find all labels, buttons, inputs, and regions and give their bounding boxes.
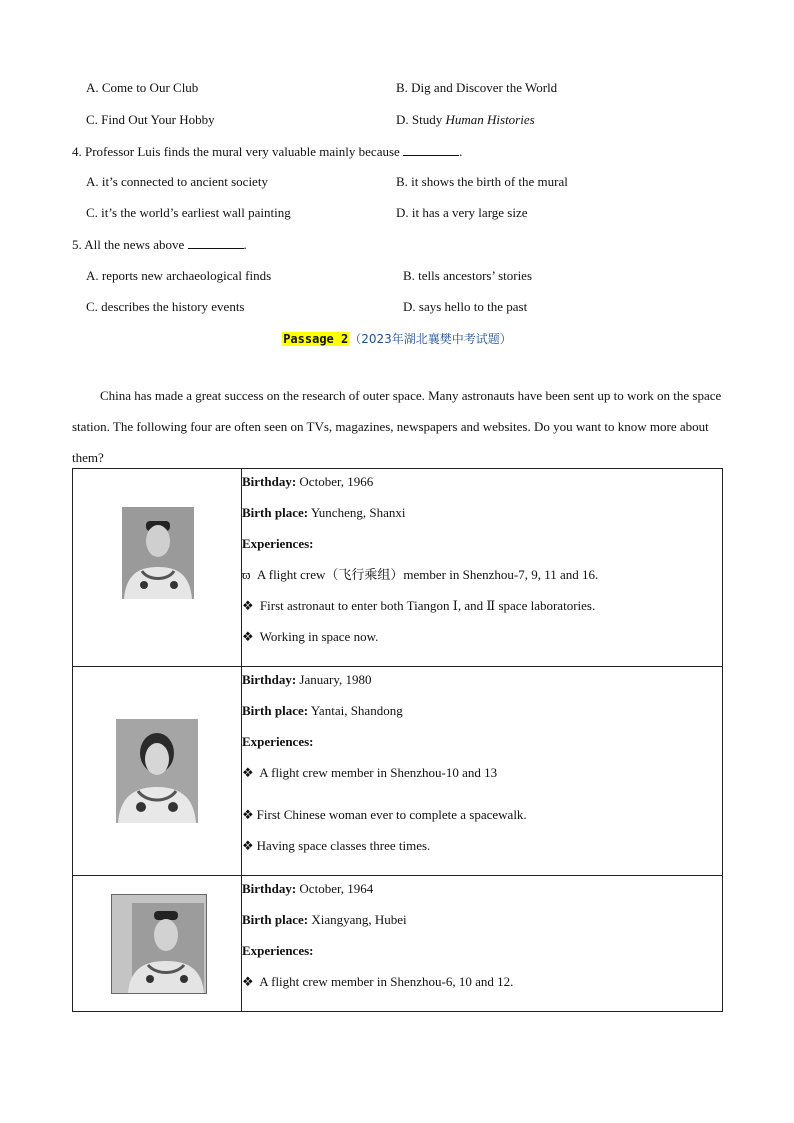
q5-option-b: B. tells ancestors’ stories (403, 268, 533, 283)
birthday-line (242, 667, 722, 698)
experiences-heading (242, 531, 722, 562)
q4-option-b: B. it shows the birth of the mural (396, 174, 568, 189)
birthday-label: Birthday: (242, 881, 297, 896)
astronaut-info-1 (242, 469, 723, 667)
q4-option-d: D. it has a very large size (396, 205, 528, 220)
experience-item (242, 562, 722, 593)
q4-blank (403, 143, 459, 156)
q5-option-d: D. says hello to the past (403, 299, 528, 314)
experience-text: Working in space now. (256, 629, 379, 644)
bullet-icon: ❖ (242, 974, 254, 989)
q4-stem-text: 4. Professor Luis finds the mural very valuable mainly because (72, 144, 400, 159)
experience-text: A flight crew member in Shenzhou-10 and 13 (256, 765, 498, 780)
q5-stem-text: 5. All the news above (72, 237, 185, 252)
q3-option-b: B. Dig and Discover the World (396, 80, 558, 95)
q5-options-row-1 (86, 268, 726, 286)
experiences-label: Experiences: (242, 943, 314, 958)
astronaut-table (72, 468, 723, 1012)
q5-options-row-2 (86, 299, 726, 317)
q5-option-c: C. describes the history events (86, 299, 245, 314)
experience-text: A flight crew（飞行乘组）member in Shenzhou-7, 9, 11 and 16. (253, 567, 599, 582)
q4-option-a: A. it’s connected to ancient society (86, 174, 268, 189)
astronaut-photo-2 (116, 719, 198, 823)
birthplace-value: Yantai, Shandong (308, 703, 403, 718)
experience-item (242, 624, 722, 655)
experiences-heading (242, 729, 722, 760)
astronaut-row-2 (73, 667, 723, 876)
birthday-line (242, 469, 722, 500)
q4-options-row-1 (86, 174, 726, 192)
astronaut-photo-cell-3 (73, 876, 242, 1012)
astronaut-info-2 (242, 667, 723, 876)
bullet-icon: ❖ (242, 598, 254, 613)
q4-option-c: C. it’s the world’s earliest wall painting (86, 205, 291, 220)
experience-item (242, 802, 722, 833)
q4-options-row-2 (86, 205, 726, 223)
astronaut-photo-cell-2 (73, 667, 242, 876)
birthday-value: January, 1980 (296, 672, 372, 687)
q3-options-row-1 (86, 80, 726, 98)
birthplace-label: Birth place: (242, 912, 309, 927)
q3-option-a: A. Come to Our Club (86, 80, 199, 95)
passage-heading (0, 330, 794, 347)
passage-label: Passage 2 (283, 332, 349, 346)
q3-option-d-title: Human Histories (445, 112, 535, 127)
birthday-value: October, 1966 (296, 474, 374, 489)
birthplace-label: Birth place: (242, 505, 309, 520)
birthday-label: Birthday: (242, 672, 297, 687)
experience-item (242, 760, 722, 802)
birthday-value: October, 1964 (296, 881, 374, 896)
q3-option-c: C. Find Out Your Hobby (86, 112, 215, 127)
bullet-icon: ❖ (242, 807, 254, 822)
passage-intro: China has made a great success on the research of outer space. Many astronauts have been sent up to work on the space station. The following four are often seen on TVs, magazines, newspapers and websites. Do you want to know more about them? (72, 388, 722, 465)
astronaut-photo-3 (111, 894, 207, 994)
experience-text: Having space classes three times. (256, 838, 431, 853)
q5-stem: 5. All the news above . (72, 237, 247, 252)
birthplace-line (242, 698, 722, 729)
experience-text: First Chinese woman ever to complete a spacewalk. (256, 807, 527, 822)
q3-option-d-prefix: D. Study (396, 112, 446, 127)
astronaut-row-1 (73, 469, 723, 667)
bullet-icon: ❖ (242, 765, 254, 780)
birthplace-label: Birth place: (242, 703, 309, 718)
experiences-label: Experiences: (242, 734, 314, 749)
q3-option-d (396, 112, 535, 128)
q3-options-row-2 (86, 112, 726, 130)
q5-option-a: A. reports new archaeological finds (86, 268, 272, 283)
astronaut-photo-1 (122, 507, 194, 599)
experience-item (242, 833, 722, 864)
birthday-line (242, 876, 722, 907)
bullet-icon: ❖ (242, 838, 254, 853)
birthplace-line (242, 500, 722, 531)
birthplace-line (242, 907, 722, 938)
q4-stem: 4. Professor Luis finds the mural very valuable mainly because . (72, 144, 463, 159)
birthplace-value: Xiangyang, Hubei (308, 912, 407, 927)
bullet-icon: ❖ (242, 629, 254, 644)
astronaut-photo-cell-1 (73, 469, 242, 667)
experience-item (242, 969, 722, 1000)
birthday-label: Birthday: (242, 474, 297, 489)
astronaut-row-3 (73, 876, 723, 1012)
experiences-label: Experiences: (242, 536, 314, 551)
experience-item (242, 593, 722, 624)
bullet-icon: ϖ (242, 567, 251, 582)
birthplace-value: Yuncheng, Shanxi (308, 505, 406, 520)
experiences-heading (242, 938, 722, 969)
astronaut-info-3 (242, 876, 723, 1012)
passage-source: （2023年湖北襄樊中考试题） (349, 332, 512, 346)
experience-text: A flight crew member in Shenzhou-6, 10 and 12. (256, 974, 514, 989)
experience-text: First astronaut to enter both Tiangon Ⅰ, and Ⅱ space laboratories. (256, 598, 596, 613)
q5-blank (188, 236, 244, 249)
